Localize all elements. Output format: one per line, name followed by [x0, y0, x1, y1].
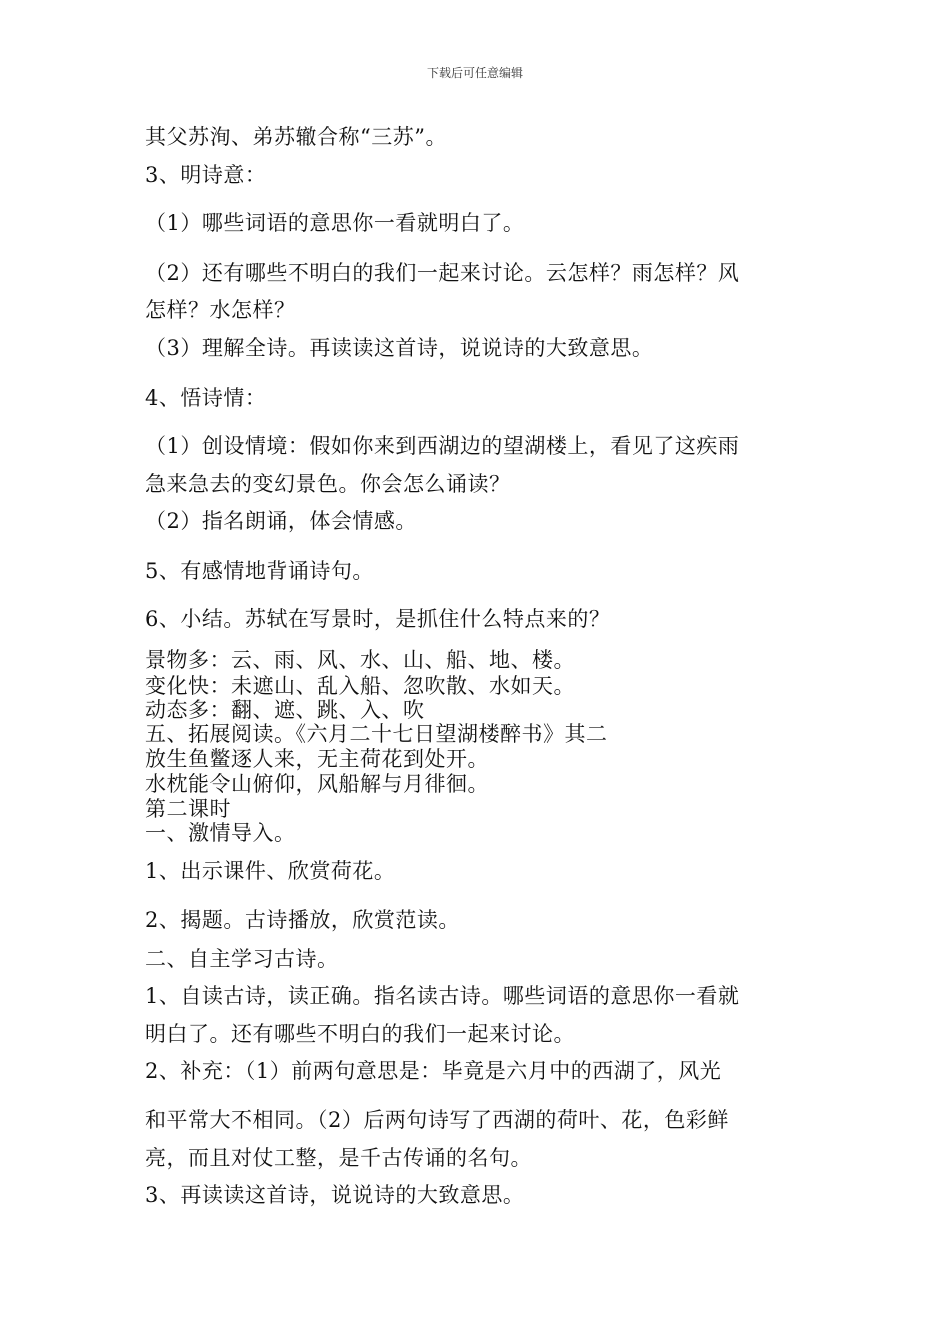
text-line: 3、明诗意： — [145, 163, 267, 187]
text-line: 3、再读读这首诗，说说诗的大致意思。 — [145, 1183, 525, 1207]
text-line: 五、拓展阅读。《六月二十七日望湖楼醉书》其二 — [145, 722, 608, 746]
page-header: 下载后可任意编辑 — [426, 66, 523, 80]
text-line: （1）创设情境：假如你来到西湖边的望湖楼上，看见了这疾雨 — [145, 434, 740, 458]
text-line: 亮，而且对仗工整，是千古传诵的名句。 — [145, 1146, 532, 1170]
text-line: 怎样？水怎样？ — [145, 298, 296, 322]
text-line: 水枕能令山俯仰，风船解与月徘徊。 — [145, 772, 489, 796]
text-line: 变化快：未遮山、乱入船、忽吹散、水如天。 — [145, 674, 575, 698]
text-line: 明白了。还有哪些不明白的我们一起来讨论。 — [145, 1022, 575, 1046]
text-line: 5、有感情地背诵诗句。 — [145, 559, 374, 583]
text-line: 景物多：云、雨、风、水、山、船、地、楼。 — [145, 648, 575, 672]
text-line: 6、小结。苏轼在写景时，是抓住什么特点来的？ — [145, 607, 611, 631]
text-line: 1、出示课件、欣赏荷花。 — [145, 859, 396, 883]
text-line: 1、自读古诗，读正确。指名读古诗。哪些词语的意思你一看就 — [145, 984, 740, 1008]
text-line: 第二课时 — [145, 797, 231, 821]
text-line: 2、揭题。古诗播放，欣赏范读。 — [145, 908, 460, 932]
text-line: （2）还有哪些不明白的我们一起来讨论。云怎样？雨怎样？风 — [145, 261, 740, 285]
text-line: 和平常大不相同。（2）后两句诗写了西湖的荷叶、花，色彩鲜 — [145, 1108, 729, 1132]
text-line: 动态多：翻、遮、跳、入、吹 — [145, 698, 425, 722]
text-line: 放生鱼鳖逐人来，无主荷花到处开。 — [145, 747, 489, 771]
text-line: 4、悟诗情： — [145, 386, 267, 410]
text-line: 急来急去的变幻景色。你会怎么诵读？ — [145, 472, 511, 496]
text-line: 其父苏洵、弟苏辙合称“三苏”。 — [145, 125, 447, 149]
text-line: 一、激情导入。 — [145, 821, 296, 845]
text-line: （3）理解全诗。再读读这首诗，说说诗的大致意思。 — [145, 336, 654, 360]
text-line: 二、自主学习古诗。 — [145, 947, 339, 971]
text-line: （2）指名朗诵，体会情感。 — [145, 509, 417, 533]
text-line: （1）哪些词语的意思你一看就明白了。 — [145, 211, 525, 235]
text-line: 2、补充：（1）前两句意思是：毕竟是六月中的西湖了，风光 — [145, 1059, 722, 1083]
